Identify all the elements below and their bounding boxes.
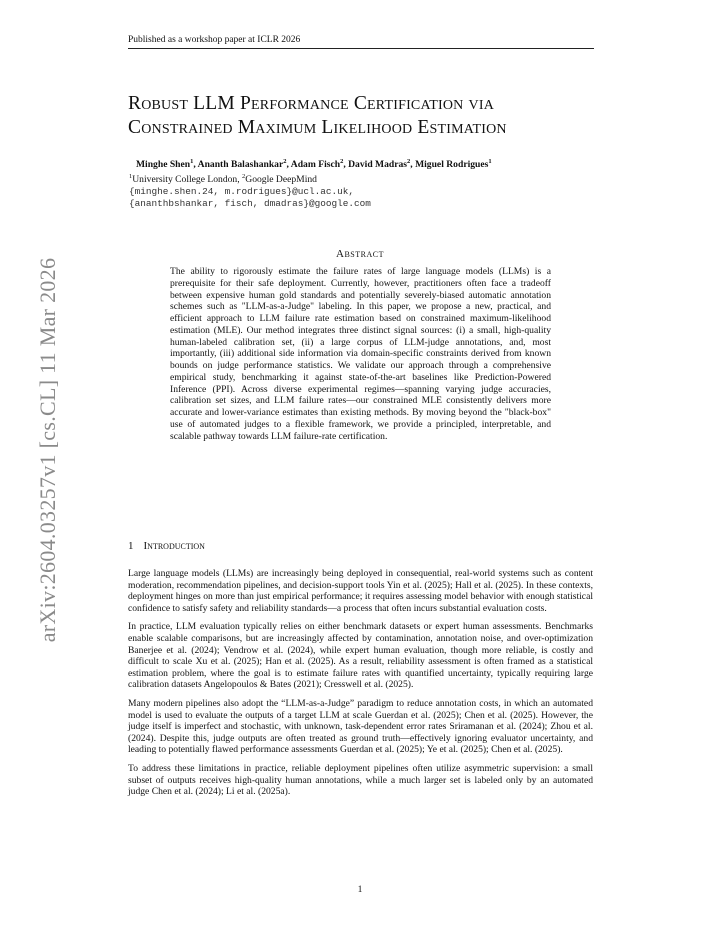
body-text (128, 568, 593, 805)
paragraph: Large language models (LLMs) are increasingly being deployed in consequential, real-world systems such as content moderation, recommendation pipelines, and decision-support tools Yin et al. (2025); Hall et al. (2025). In these contexts, deployment hinges on more than just empirical performance; it requires assessing model behavior with enough statistical confidence to satisfy safety and reliability standards—a process that often incurs substantial evaluation costs. (128, 568, 593, 614)
author-affil-mark: 1 (488, 158, 492, 165)
author-name: Adam Fisch (290, 159, 341, 171)
author-affil-mark: 1 (190, 158, 194, 165)
paragraph: Many modern pipelines also adopt the “LLM-as-a-Judge” paradigm to reduce annotation costs, in which an automated model is used to evaluate the outputs of a target LLM at scale Guerdan et al. (2025); Chen et al. (2025). However, the judge itself is imperfect and stochastic, with unknown, task-dependent error rates Sriramanan et al. (2024); Zhou et al. (2024). Despite this, judge outputs are often treated as ground truth—effectively ignoring evaluator uncertainty, and leading to potentially flawed performance assessments Guerdan et al. (2025); Ye et al. (2025); Chen et al. (2025). (128, 697, 593, 756)
author-block (129, 156, 596, 210)
author-affil-mark: 2 (283, 158, 287, 165)
affiliations (129, 171, 596, 186)
page-number: 1 (357, 884, 363, 895)
title-line-1: Robust LLM Performance Certification via (128, 93, 495, 114)
arxiv-identifier: arXiv:2604.03257v1 [cs.CL] 11 Mar 2026 (35, 257, 60, 643)
author-name: Ananth Balashankar (197, 159, 284, 171)
title-line-2: Constrained Maximum Likelihood Estimation (128, 117, 507, 138)
author-name: Minghe Shen (136, 159, 191, 171)
affil-mark: 2 (242, 173, 246, 181)
abstract-text: The ability to rigorously estimate the failure rates of large language models (LLMs) is a prerequisite for their safe deployment. Currently, however, practitioners often face a tradeoff between expensive human gold standards and potentially severely-biased automatic annotation schemes such as "LLM-as-a-Judge" labeling. In this paper, we propose a new, practical, and efficient approach to LLM failure rate estimation based on constrained maximum-likelihood estimation (MLE). Our method integrates three distinct signal sources: (i) a small, high-quality human-labeled calibration set, (ii) a large corpus of LLM-judge annotations, and, most importantly, (iii) additional side information via domain-specific constraints derived from known bounds on judge performance statistics. We validate our approach through a comprehensive empirical study, benchmarking it against state-of-the-art baselines like Prediction-Powered Inference (PPI). Across diverse experimental regimes—spanning varying judge accuracies, calibration set sizes, and LLM failure rates—our constrained MLE consistently delivers more accurate and lower-variance estimates than existing methods. By moving beyond the "black-box" use of automated judges to a flexible framework, we provide a principled, interpretable, and scalable pathway towards LLM failure-rate certification. (170, 266, 551, 442)
paragraph: In practice, LLM evaluation typically relies on either benchmark datasets or expert human assessments. Benchmarks enable scalable comparisons, but are increasingly affected by contamination, annotation noise, and over-optimization Banerjee et al. (2024); Vendrow et al. (2024), while expert human evaluation, though more reliable, is costly and difficult to scale Xu et al. (2025); Han et al. (2025). As a result, reliability assessment is often framed as a statistical estimation problem, where the goal is to estimate failure rates with quantified uncertainty, typically requiring large calibration datasets Angelopoulos & Bates (2021); Cresswell et al. (2025). (128, 621, 593, 691)
abstract-heading: Abstract (336, 248, 384, 260)
author-affil-mark: 2 (407, 158, 411, 165)
author-affil-mark: 2 (340, 158, 344, 165)
section-number: 1 (128, 540, 134, 552)
email-line-2: {ananthbshankar, fisch, dmadras}@google.com (129, 198, 371, 210)
affiliation-ucl: University College London, (132, 174, 243, 186)
affil-mark: 1 (129, 173, 133, 181)
author-name: David Madras (348, 159, 408, 171)
section-heading (128, 540, 205, 552)
paragraph: To address these limitations in practice, reliable deployment pipelines often utilize asymmetric supervision: a small subset of outputs receives high-quality human annotations, while a much larger set is labeled only by an automated judge Chen et al. (2024); Li et al. (2025a). (128, 762, 593, 798)
section-title: Introduction (143, 540, 205, 552)
paper-title (128, 92, 608, 140)
author-name: Miguel Rodrigues (415, 159, 489, 171)
email-line-1: {minghe.shen.24, m.rodrigues}@ucl.ac.uk, (129, 186, 355, 198)
author-names: Minghe Shen$^1$, Ananth Balashankar$^2$, Adam Fisch$^2$, David Madras$^2$, Miguel Rodrigues$^1$ (136, 158, 492, 171)
affiliation-google: Google DeepMind (245, 174, 317, 186)
running-header: Published as a workshop paper at ICLR 2026 (128, 35, 594, 49)
